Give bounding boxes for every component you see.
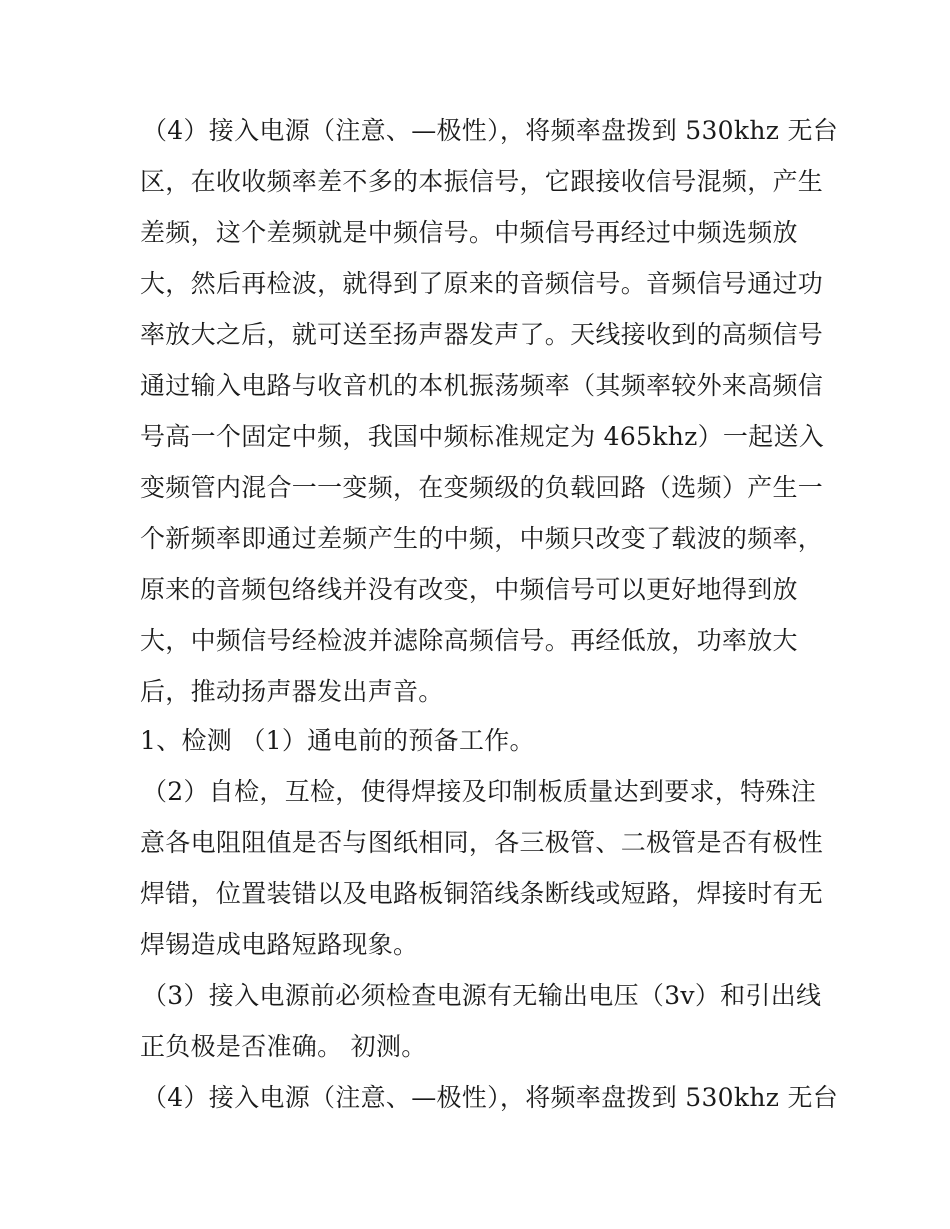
text-line: 变频管内混合一一变频，在变频级的负载回路（选频）产生一	[140, 473, 824, 502]
text-line: 焊锡造成电路短路现象。	[140, 930, 419, 959]
text-line: 个新频率即通过差频产生的中频，中频只改变了载波的频率，	[140, 524, 824, 553]
text-line: 差频，这个差频就是中频信号。中频信号再经过中频选频放	[140, 218, 798, 247]
text-line: 区，在收收频率差不多的本振信号，它跟接收信号混频，产生	[140, 167, 824, 196]
text-line: 号高一个固定中频，我国中频标准规定为 465khz）一起送入	[140, 422, 825, 451]
text-line: 通过输入电路与收音机的本机振荡频率（其频率较外来高频信	[140, 371, 824, 400]
text-line: （3）接入电源前必须检查电源有无输出电压（3v）和引出线	[142, 981, 822, 1010]
text-line: （4）接入电源（注意、—极性），将频率盘拨到 530khz 无台	[142, 116, 839, 145]
text-line: 后，推动扬声器发出声音。	[140, 677, 444, 706]
section-heading: 1、检测 （1）通电前的预备工作。	[140, 726, 535, 755]
text-line: （2）自检，互检，使得焊接及印制板质量达到要求，特殊注	[142, 777, 817, 806]
text-line: 意各电阻阻值是否与图纸相同，各三极管、二极管是否有极性	[140, 828, 824, 857]
text-line: 原来的音频包络线并没有改变，中频信号可以更好地得到放	[140, 575, 798, 604]
text-line: 正负极是否准确。 初测。	[140, 1032, 427, 1061]
text-line: 大，中频信号经检波并滤除高频信号。再经低放，功率放大	[140, 626, 798, 655]
text-line: （4）接入电源（注意、—极性），将频率盘拨到 530khz 无台	[142, 1083, 839, 1112]
text-line: 率放大之后，就可送至扬声器发声了。天线接收到的高频信号	[140, 320, 824, 349]
text-line: 焊错，位置装错以及电路板铜箔线条断线或短路，焊接时有无	[140, 879, 824, 908]
text-line: 大，然后再检波，就得到了原来的音频信号。音频信号通过功	[140, 269, 824, 298]
